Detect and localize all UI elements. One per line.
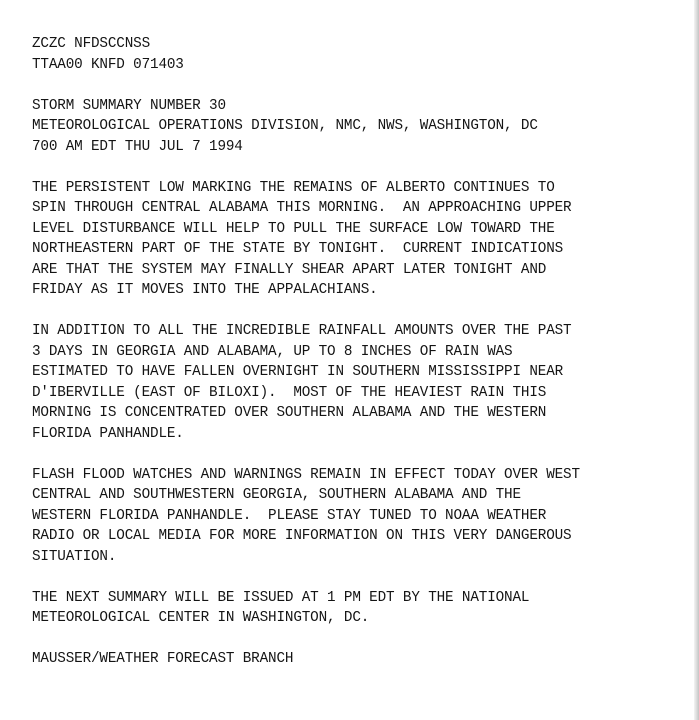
title-line: METEOROLOGICAL OPERATIONS DIVISION, NMC, NWS, WASHINGTON, DC	[32, 118, 538, 134]
transmission-header	[32, 34, 682, 75]
paragraph-line: ESTIMATED TO HAVE FALLEN OVERNIGHT IN SOUTHERN MISSISSIPPI NEAR	[32, 364, 564, 380]
paragraph-line: THE NEXT SUMMARY WILL BE ISSUED AT 1 PM EDT BY THE NATIONAL	[32, 589, 530, 606]
paragraph-line: RADIO OR LOCAL MEDIA FOR MORE INFORMATION ON THIS VERY DANGEROUS	[32, 528, 572, 544]
paragraph-line: ARE THAT THE SYSTEM MAY FINALLY SHEAR APART LATER TONIGHT AND	[32, 261, 547, 278]
title-line: 700 AM EDT THU JUL 7 1994	[32, 138, 243, 155]
storm-summary-document	[32, 34, 682, 690]
signature-block	[32, 649, 682, 670]
paragraph-remnant-low	[32, 178, 682, 301]
paragraph-next-summary	[32, 588, 682, 629]
paragraph-rainfall	[32, 321, 682, 444]
paragraph-line: 3 DAYS IN GEORGIA AND ALABAMA, UP TO 8 INCHES OF RAIN WAS	[32, 343, 513, 360]
scan-page-edge	[694, 0, 699, 720]
paragraph-flood-watches	[32, 465, 682, 568]
paragraph-line: D'IBERVILLE (EAST OF BILOXI). MOST OF THE HEAVIEST RAIN THIS	[32, 384, 547, 401]
paragraph-line: SITUATION.	[32, 548, 117, 565]
paragraph-line: LEVEL DISTURBANCE WILL HELP TO PULL THE SURFACE LOW TOWARD THE	[32, 220, 555, 237]
header-line: ZCZC NFDSCCNSS	[32, 36, 151, 52]
title-line: STORM SUMMARY NUMBER 30	[32, 97, 226, 114]
paragraph-line: SPIN THROUGH CENTRAL ALABAMA THIS MORNING. AN APPROACHING UPPER	[32, 200, 572, 216]
header-line: TTAA00 KNFD 071403	[32, 56, 184, 73]
paragraph-line: METEOROLOGICAL CENTER IN WASHINGTON, DC.	[32, 610, 370, 626]
paragraph-line: FLASH FLOOD WATCHES AND WARNINGS REMAIN IN EFFECT TODAY OVER WEST	[32, 466, 580, 483]
paragraph-line: FLORIDA PANHANDLE.	[32, 425, 184, 442]
paragraph-line: MORNING IS CONCENTRATED OVER SOUTHERN ALABAMA AND THE WESTERN	[32, 405, 547, 421]
paragraph-line: IN ADDITION TO ALL THE INCREDIBLE RAINFALL AMOUNTS OVER THE PAST	[32, 323, 572, 339]
signature-line: MAUSSER/WEATHER FORECAST BRANCH	[32, 651, 294, 667]
paragraph-line: CENTRAL AND SOUTHWESTERN GEORGIA, SOUTHERN ALABAMA AND THE	[32, 487, 521, 503]
paragraph-line: THE PERSISTENT LOW MARKING THE REMAINS OF ALBERTO CONTINUES TO	[32, 179, 555, 196]
paragraph-line: WESTERN FLORIDA PANHANDLE. PLEASE STAY TUNED TO NOAA WEATHER	[32, 507, 547, 524]
paragraph-line: NORTHEASTERN PART OF THE STATE BY TONIGHT. CURRENT INDICATIONS	[32, 241, 564, 257]
paragraph-line: FRIDAY AS IT MOVES INTO THE APPALACHIANS.	[32, 282, 378, 298]
title-block	[32, 96, 682, 158]
